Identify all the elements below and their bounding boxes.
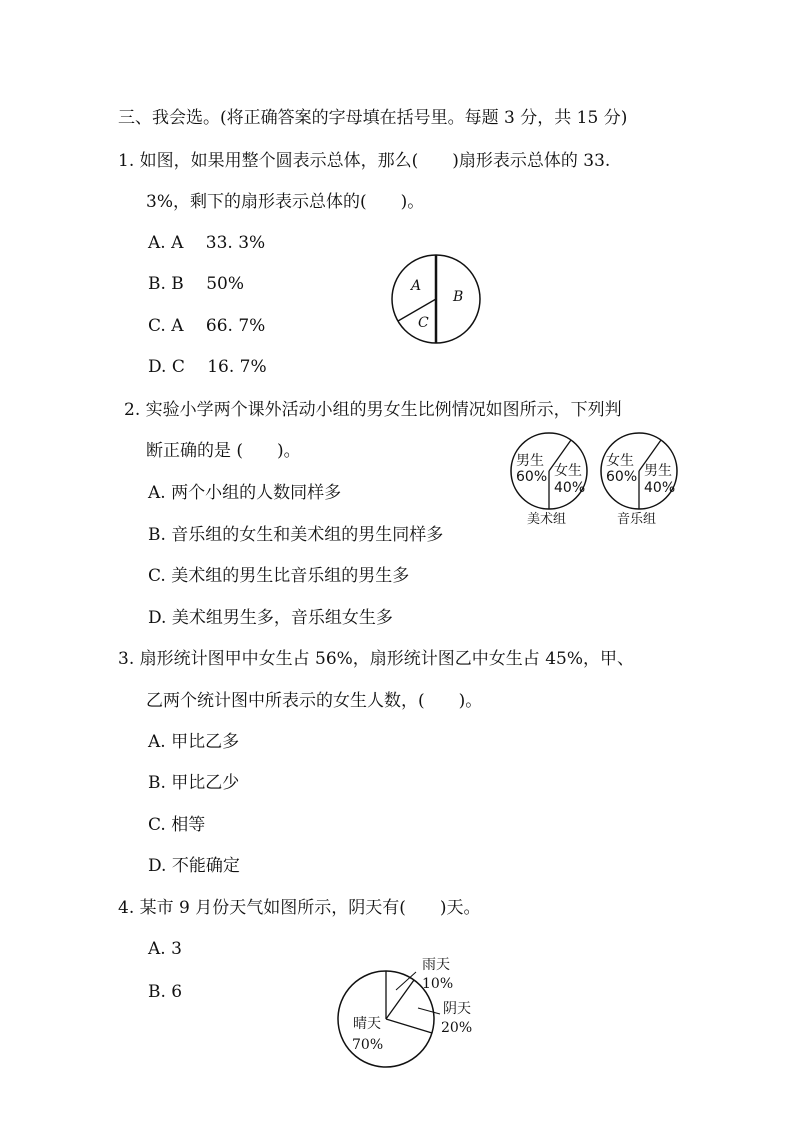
q2-music-small-pct: 40% bbox=[644, 480, 676, 496]
q2-art-small-pct: 40% bbox=[554, 480, 586, 496]
q4-cloudy-name: 阴天 bbox=[443, 1001, 471, 1017]
q4-stem: 4. 某市 9 月份天气如图所示，阴天有( )天。 bbox=[118, 898, 481, 918]
q2-option-a: A. 两个小组的人数同样多 bbox=[148, 483, 342, 503]
q3-option-d: D. 不能确定 bbox=[148, 856, 240, 876]
q4-option-b: B. 6 bbox=[148, 982, 183, 1002]
q2-art-group-pie bbox=[509, 432, 591, 512]
q2-stem-line1: 2. 实验小学两个课外活动小组的男女生比例情况如图所示，下列判 bbox=[124, 400, 622, 420]
q3-option-b: B. 甲比乙少 bbox=[148, 773, 240, 793]
q1-option-b: B. B 50% bbox=[148, 274, 244, 294]
q1-stem-line2: 3%，剩下的扇形表示总体的( )。 bbox=[146, 192, 425, 212]
q4-pie-sector-line bbox=[386, 1019, 432, 1033]
q2-music-small-name: 男生 bbox=[644, 463, 672, 479]
q2-option-d: D. 美术组男生多，音乐组女生多 bbox=[148, 608, 393, 628]
q3-option-c: C. 相等 bbox=[148, 815, 206, 835]
q3-stem-line1: 3. 扇形统计图甲中女生占 56%，扇形统计图乙中女生占 45%，甲、 bbox=[118, 649, 635, 669]
q2-art-small-name: 女生 bbox=[554, 463, 582, 479]
q2-music-group-pie bbox=[599, 432, 681, 512]
q1-pie-sector-line bbox=[398, 299, 436, 321]
q1-pie-figure bbox=[386, 250, 486, 350]
q1-label-a: A bbox=[411, 278, 422, 294]
q2-option-b: B. 音乐组的女生和美术组的男生同样多 bbox=[148, 525, 444, 545]
q3-option-a: A. 甲比乙多 bbox=[148, 732, 240, 752]
q1-label-b: B bbox=[453, 289, 464, 305]
q1-label-c: C bbox=[418, 315, 429, 331]
section-heading: 三、我会选。(将正确答案的字母填在括号里。每题 3 分，共 15 分) bbox=[118, 108, 628, 128]
q4-rain-pct: 10% bbox=[422, 976, 454, 992]
q2-music-big-name: 女生 bbox=[606, 453, 634, 469]
q2-music-big-pct: 60% bbox=[606, 469, 638, 485]
q1-option-a: A. A 33. 3% bbox=[148, 233, 266, 253]
q1-stem-line1: 1. 如图，如果用整个圆表示总体，那么( )扇形表示总体的 33. bbox=[118, 151, 611, 171]
q2-option-c: C. 美术组的男生比音乐组的男生多 bbox=[148, 566, 410, 586]
q2-music-caption: 音乐组 bbox=[617, 512, 657, 527]
q3-stem-line2: 乙两个统计图中所表示的女生人数，( )。 bbox=[146, 691, 483, 711]
q4-sunny-name: 晴天 bbox=[353, 1016, 381, 1032]
q2-art-big-name: 男生 bbox=[516, 453, 544, 469]
q4-cloudy-pct: 20% bbox=[441, 1020, 473, 1036]
q4-cloudy-leader-line bbox=[418, 1008, 440, 1014]
q1-option-d: D. C 16. 7% bbox=[148, 357, 267, 377]
q4-weather-pie bbox=[340, 948, 490, 1073]
q2-art-caption: 美术组 bbox=[527, 512, 567, 527]
q4-sunny-pct: 70% bbox=[352, 1037, 384, 1053]
q4-rain-name: 雨天 bbox=[422, 957, 450, 973]
q4-option-a: A. 3 bbox=[148, 939, 182, 959]
q1-option-c: C. A 66. 7% bbox=[148, 316, 266, 336]
q2-art-big-pct: 60% bbox=[516, 469, 548, 485]
q2-stem-line2: 断正确的是 ( )。 bbox=[146, 441, 301, 461]
